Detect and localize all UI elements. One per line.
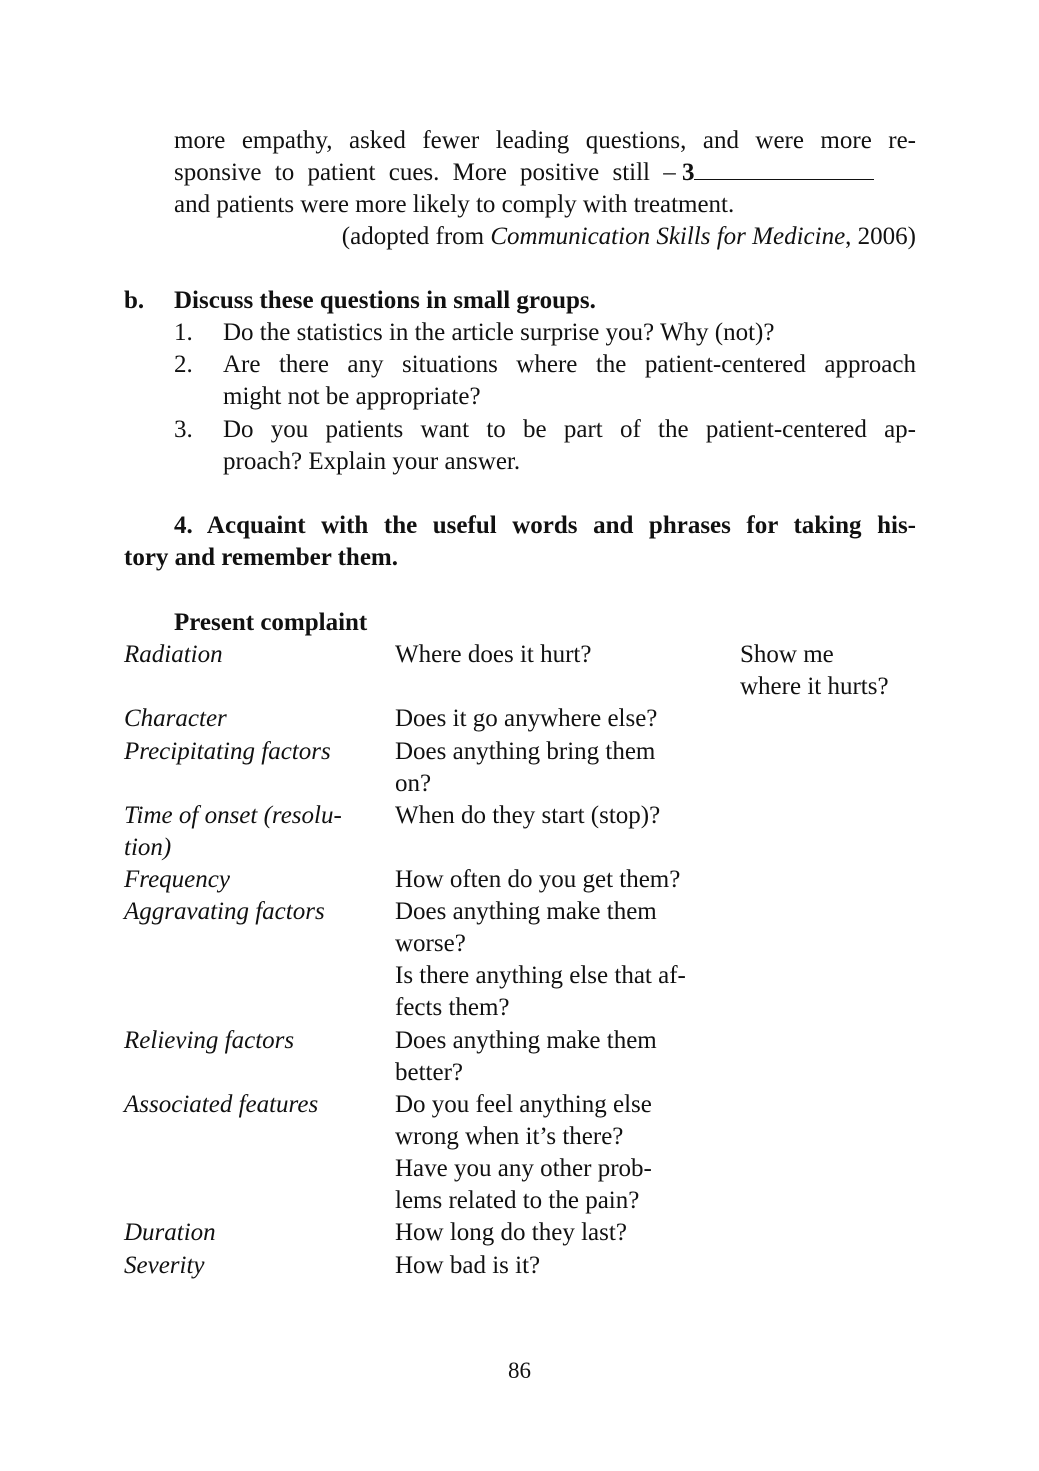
term-severity: Severity xyxy=(124,1252,205,1279)
extra-radiation-line-2: where it hurts? xyxy=(740,673,889,700)
question-radiation: Where does it hurt? xyxy=(395,641,592,668)
term-relieving-factors: Relieving factors xyxy=(124,1027,295,1054)
question-associated-line-3: Have you any other prob- xyxy=(395,1155,652,1182)
extra-radiation-line-1: Show me xyxy=(740,641,834,668)
term-frequency: Frequency xyxy=(124,866,230,893)
term-aggravating-factors: Aggravating factors xyxy=(124,898,325,925)
question-1-number: 1. xyxy=(174,319,193,346)
question-aggravating-line-3: Is there anything else that af- xyxy=(395,962,686,989)
present-complaint-heading: Present complaint xyxy=(174,609,368,636)
question-3-line-1: Do you patients want to be part of the patient-centered ap- xyxy=(223,416,916,443)
question-relieving-line-2: better? xyxy=(395,1059,464,1086)
question-associated-line-4: lems related to the pain? xyxy=(395,1187,640,1214)
term-radiation: Radiation xyxy=(124,641,223,668)
term-time-of-onset-line-1: Time of onset (resolu- xyxy=(124,802,342,829)
question-2-number: 2. xyxy=(174,351,193,378)
term-duration: Duration xyxy=(124,1219,216,1246)
article-line-3: and patients were more likely to comply with treatment. xyxy=(174,191,735,218)
term-associated-features: Associated features xyxy=(124,1091,319,1118)
question-associated-line-1: Do you feel anything else xyxy=(395,1091,652,1118)
question-duration: How long do they last? xyxy=(395,1219,627,1246)
gap-number: 3 xyxy=(681,159,695,186)
term-time-of-onset-line-2: tion) xyxy=(124,834,172,861)
task-4-line-2: tory and remember them. xyxy=(124,544,399,571)
question-frequency: How often do you get them? xyxy=(395,866,681,893)
question-aggravating-line-2: worse? xyxy=(395,930,466,957)
source-suffix: , 2006) xyxy=(845,223,916,250)
section-b-marker: b. xyxy=(124,287,145,314)
term-precipitating-factors: Precipitating factors xyxy=(124,738,331,765)
question-precipitating-line-1: Does anything bring them xyxy=(395,738,656,765)
question-aggravating-line-1: Does anything make them xyxy=(395,898,657,925)
article-line-2-text: sponsive to patient cues. More positive still – xyxy=(174,159,676,186)
source-prefix: (adopted from xyxy=(341,223,491,250)
page-number: 86 xyxy=(508,1358,531,1383)
answer-blank xyxy=(694,157,874,180)
question-3-number: 3. xyxy=(174,416,193,443)
question-associated-line-2: wrong when it’s there? xyxy=(395,1123,624,1150)
section-b-heading: Discuss these questions in small groups. xyxy=(174,287,596,314)
article-source xyxy=(274,221,916,253)
term-character: Character xyxy=(124,705,227,732)
question-2-line-1: Are there any situations where the patient-centered approach xyxy=(223,351,916,378)
question-character: Does it go anywhere else? xyxy=(395,705,658,732)
question-relieving-line-1: Does anything make them xyxy=(395,1027,657,1054)
question-time-of-onset: When do they start (stop)? xyxy=(395,802,661,829)
question-aggravating-line-4: fects them? xyxy=(395,994,510,1021)
question-1-text: Do the statistics in the article surprise you? Why (not)? xyxy=(223,319,775,346)
question-2-line-2: might not be appropriate? xyxy=(223,383,481,410)
question-severity: How bad is it? xyxy=(395,1252,541,1279)
source-title: Communication Skills for Medicine xyxy=(490,223,846,250)
question-precipitating-line-2: on? xyxy=(395,770,432,797)
task-4-line-1: 4. Acquaint with the useful words and phrases for taking his- xyxy=(174,512,916,539)
question-3-line-2: proach? Explain your answer. xyxy=(223,448,521,475)
article-line-2 xyxy=(174,157,916,189)
article-line-1: more empathy, asked fewer leading questions, and were more re- xyxy=(174,127,916,154)
